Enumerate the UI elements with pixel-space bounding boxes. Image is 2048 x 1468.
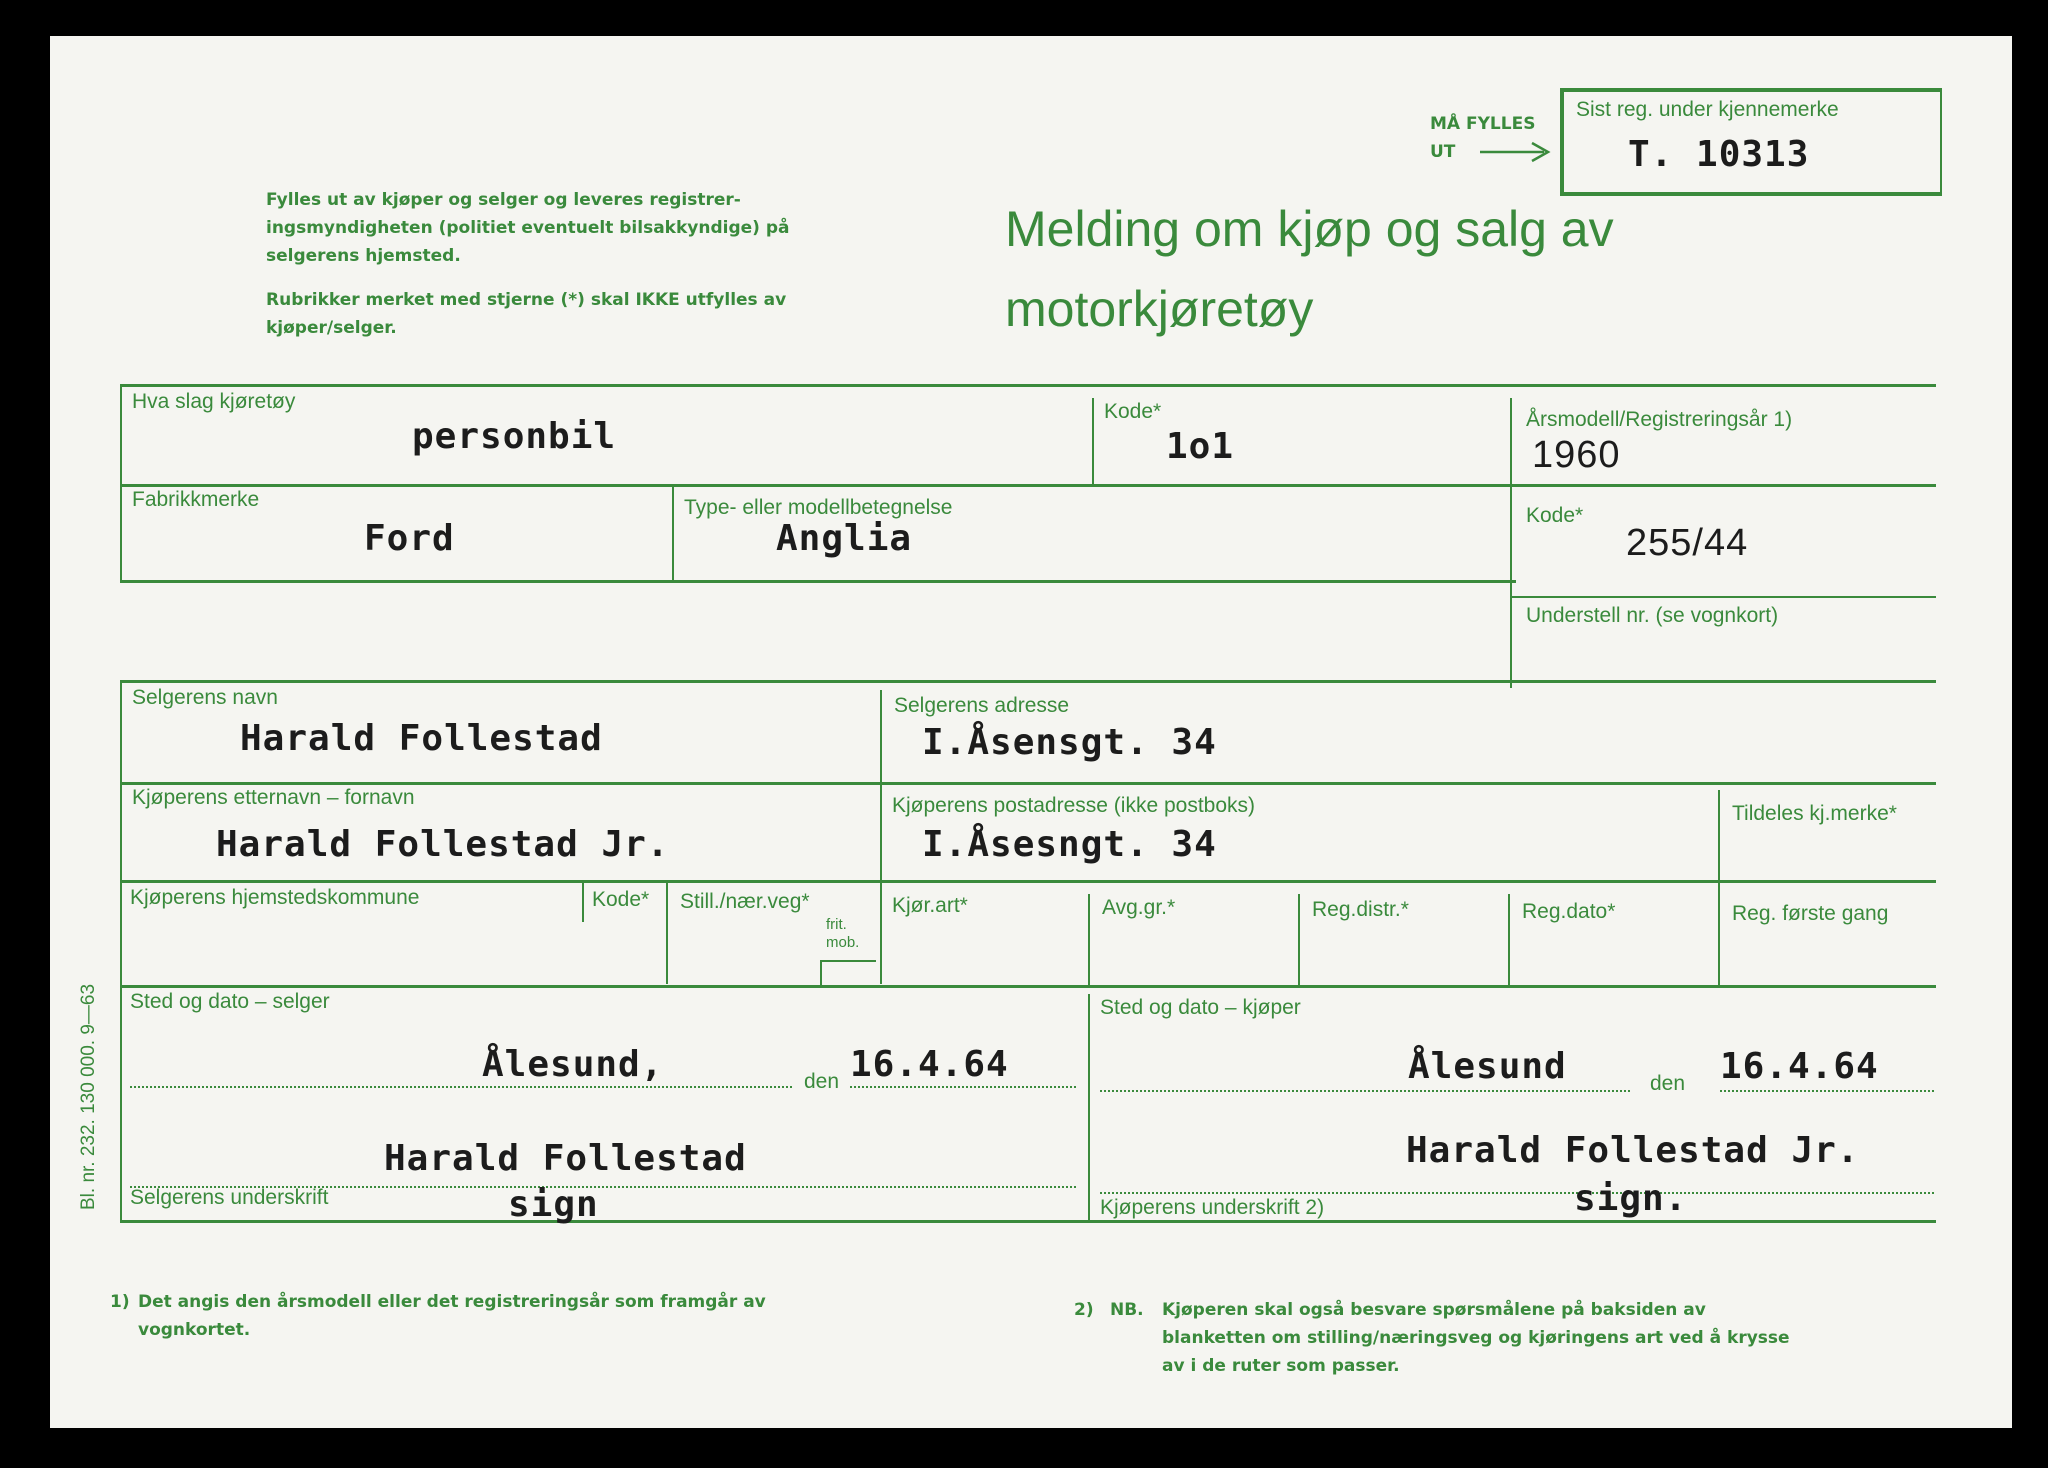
rule <box>666 882 668 984</box>
buyer-signature-line <box>1100 1192 1934 1194</box>
rule <box>880 690 882 984</box>
vehicle-type-value: personbil <box>412 416 617 457</box>
seller-signature-sign: sign <box>508 1184 599 1225</box>
buyer-signature-label: Kjøperens underskrift 2) <box>1100 1196 1325 1219</box>
form-title-line1: Melding om kjøp og salg av <box>1005 201 1614 257</box>
rule <box>120 384 122 582</box>
reg-date-label: Reg.dato* <box>1522 900 1616 923</box>
rule <box>1718 790 1720 986</box>
rule <box>1298 894 1300 986</box>
footnote-1-text: Det angis den årsmodell eller det registreringsår som framgår av vognkortet. <box>138 1292 766 1340</box>
rule <box>120 985 1936 988</box>
rule <box>1092 398 1094 484</box>
buyer-date-value: 16.4.64 <box>1720 1046 1879 1087</box>
drive-type-label: Kjør.art* <box>892 894 968 917</box>
seller-address-label: Selgerens adresse <box>894 694 1070 717</box>
registration-label: Sist reg. under kjennemerke <box>1576 98 1839 121</box>
seller-den: den <box>804 1070 840 1093</box>
model-value: Anglia <box>776 518 913 559</box>
rule <box>1510 398 1512 688</box>
chassis-label: Understell nr. (se vognkort) <box>1526 604 1779 627</box>
make-code-value: 255/44 <box>1626 522 1749 564</box>
seller-place-label: Sted og dato – selger <box>130 990 330 1013</box>
make-value: Ford <box>364 518 455 559</box>
footnote-2-nb: NB. <box>1110 1300 1144 1320</box>
model-label: Type- eller modellbetegnelse <box>684 496 953 519</box>
seller-place-line <box>130 1086 792 1088</box>
buyer-place-value: Ålesund <box>1408 1046 1567 1087</box>
arrow-right-icon <box>1480 141 1552 163</box>
asterisk-note: Rubrikker merket med stjerne (*) skal IKKE utfylles av kjøper/selger. <box>266 290 787 338</box>
first-reg-label: Reg. første gang <box>1732 902 1889 925</box>
rule <box>1510 596 1936 598</box>
seller-place-value: Ålesund, <box>482 1044 664 1085</box>
must-fill-line1: MÅ FYLLES <box>1430 114 1536 134</box>
frit-mob-label: frit. mob. <box>826 916 860 951</box>
model-year-label: Årsmodell/Registreringsår 1) <box>1526 408 1793 431</box>
rule <box>672 486 674 582</box>
model-year-value: 1960 <box>1532 434 1621 476</box>
seller-date-line <box>850 1086 1076 1088</box>
rule <box>1088 894 1090 986</box>
buyer-place-line <box>1100 1090 1630 1092</box>
buyer-address-label: Kjøperens postadresse (ikke postboks) <box>892 794 1255 817</box>
position-label: Still./nær.veg* <box>680 890 810 913</box>
rule <box>1508 894 1510 986</box>
seller-name-label: Selgerens navn <box>132 686 278 709</box>
rule <box>120 680 122 1222</box>
seller-address-value: I.Åsensgt. 34 <box>922 722 1217 763</box>
municipality-label: Kjøperens hjemstedskommune <box>130 886 420 909</box>
registration-value: T. 10313 <box>1628 134 1810 175</box>
footnote-2-text: Kjøperen skal også besvare spørsmålene på baksiden av blanketten om stilling/næringsveg og kjøringens art ved å krysse av i de ruter som passer. <box>1162 1300 1790 1376</box>
footnote-1-number: 1) <box>110 1292 130 1312</box>
buyer-address-value: I.Åsesngt. 34 <box>922 824 1217 865</box>
rule <box>1088 994 1090 1220</box>
seller-date-value: 16.4.64 <box>850 1044 1009 1085</box>
buyer-signature-sign: sign. <box>1574 1178 1688 1219</box>
must-fill-line2: UT <box>1430 142 1456 162</box>
assigned-plate-label: Tildeles kj.merke* <box>1732 802 1897 825</box>
seller-signature-name: Harald Follestad <box>384 1138 747 1179</box>
instructions-text: Fylles ut av kjøper og selger og leveres registrer-ingsmyndigheten (politiet eventuelt bilsakkyndige) på selgerens hjemsted. <box>266 190 790 266</box>
form-number: Bl. nr. 232. 130 000. 9—63 <box>78 983 99 1210</box>
frit-mob-checkbox[interactable] <box>820 960 876 986</box>
buyer-signature-name: Harald Follestad Jr. <box>1406 1130 1860 1171</box>
vehicle-type-label: Hva slag kjøretøy <box>132 390 296 413</box>
footnote-2-number: 2) <box>1074 1300 1094 1320</box>
seller-signature-label: Selgerens underskrift <box>130 1186 329 1209</box>
rule <box>120 384 1936 387</box>
vehicle-code-label: Kode* <box>1104 400 1162 423</box>
rule <box>582 882 584 922</box>
rule <box>120 580 1516 583</box>
buyer-place-label: Sted og dato – kjøper <box>1100 996 1301 1019</box>
reg-district-label: Reg.distr.* <box>1312 898 1409 921</box>
buyer-name-label: Kjøperens etternavn – fornavn <box>132 786 415 809</box>
tax-group-label: Avg.gr.* <box>1102 896 1176 919</box>
rule <box>120 680 1936 683</box>
vehicle-code-value: 1o1 <box>1166 426 1235 467</box>
buyer-date-line <box>1720 1090 1934 1092</box>
buyer-name-value: Harald Follestad Jr. <box>216 824 670 865</box>
make-code-label: Kode* <box>1526 504 1584 527</box>
municipality-code-label: Kode* <box>592 888 650 911</box>
make-label: Fabrikkmerke <box>132 488 260 511</box>
form-title-line2: motorkjøretøy <box>1005 281 1314 337</box>
rule <box>120 782 1936 785</box>
rule <box>120 1220 1936 1223</box>
seller-name-value: Harald Follestad <box>240 718 603 759</box>
buyer-den: den <box>1650 1072 1686 1095</box>
rule <box>120 484 1936 487</box>
rule <box>120 880 1936 883</box>
